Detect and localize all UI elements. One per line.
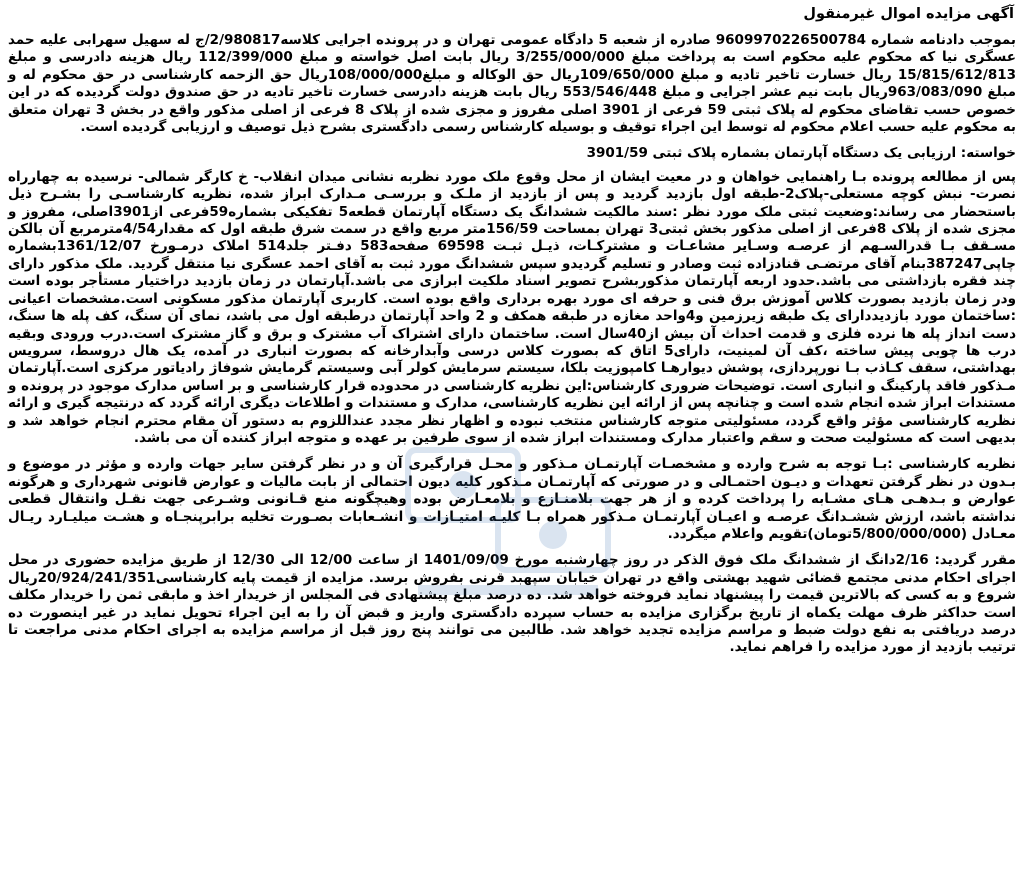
request-paragraph: خواسته: ارزیابی یک دستگاه آپارتمان بشماره پلاک ثبتی 3901/59 — [586, 145, 1016, 162]
notice-title: آگهی مزایده اموال غیرمنقول — [803, 6, 1014, 22]
judgment-paragraph: بموجب دادنامه شماره 9609970226500784 صادره از شعبه 5 دادگاه عمومی تهران و در پرونده اجرایی کلاسه2/980817/ج له سهیل سهرابی علیه حمد عسگری نیا که محکوم علیه محکوم است به پرداخت مبلغ 3/255/000/000 ریال بابت اصل خواسته و مبلغ 112/399/000 ریال هزینه دادرسی و مبلغ 15/815/612/813 ریال خسارت تاخیر تادیه و مبلغ 109/650/000ریال حق الوکاله و مبلغ108/000/000ریال حق الزحمه کارشناسی در حق محکوم له و مبلغ 963/083/090ریال بابت نیم عشر اجرایی و مبلغ 553/546/448 ریال بابت هزینه دادرسی خسارت تاخیر تادیه در حق صندوق دولت گردیده که در این خصوص حسب تقاضای محکوم له پلاک ثبتی 59 فرعی از 3901 اصلی مفروز و مجزی شده از پلاک 8 فرعی از اصلی مذکور واقع در بخش 3 تهران متعلق به محکوم علیه حسب اعلام محکوم له توسط این اجراء توقیف و بوسیله کارشناس رسمی دادگستری بشرح ذیل توصیف و ارزیابی گردیده است. — [8, 32, 1016, 136]
property-description-paragraph: پس از مطالعه پرونده بـا راهنمایی خواهان و در معیت ایشان از محل وقوع ملک مورد نظربه نشانی میدان انقلاب- خ کارگر شمالی- نرسیده به چهارراه نصرت- نبش کوچه مستعلی-پلاک2-طبقه اول بازدید گردید و پس از بازدید از ملـک و بررسـی مـدارک ابراز شده، نظریه کارشناسـی را بشـرح ذیل باستحضار می رساند:وضعیت ثبتی ملک مورد نظر :سند مالکیت ششدانگ یک دستگاه آپارتمان قطعه5 تفکیکی بشماره59فرعی از3901اصلی، مفروز و مجزی شده از پلاک 8فرعی از اصلی مذکور بخش ثبتی3 تهران بمساحت 156/59متر مربع واقع در سمت شرق طبقه اول که مقدار4/54مترمربع آن بالکن مسـقف بـا قدرالسـهم از عرصـه وسـایر مشاعـات و مشترکـات، ذیـل ثبـت 69598 صفحه583 دفـتر جلد514 املاک درمـورخ 1361/12/07بشماره چاپی387247بنام آقای مرتضـی قنادزاده ثبت وصادر و تسلیم گردیدو سپس ششدانگ مورد ثبت به آقای احمد عسگری نیا منتقل گردید. ملک مذکور دارای چند فقره بازداشتی می باشد.حدود اربعه آپارتمان مذکوربشرح تصویر اسناد ملکیت ابرازی می باشد.آپارتمان در زمان بازدید دراختیار مستأجر بوده است ودر زمان بازدید بصورت کلاس آموزش برق فنی و حرفه ای مورد بهره برداری واقع بوده است. کاربری آپارتمان مذکور مسکونی است.مشخصات اعیانی :ساختمان مورد بازدیددارای یک طبقه زیرزمین و4واحد مغازه در طبقه همکف و 2 واحد آپارتمان درطبقه اول می باشد، نمای آن سنگ، کف پله ها سنگ، دست انداز پله ها نرده فلزی و قدمت احداث آن بیش از40سال است. ساختمان دارای اشتراک آب مشترک و برق و گاز مشترک است.درب ورودی وبقیه درب ها چوبی پیش ساخته ،کف آن لمینیت، دارای5 اتاق که بصورت کلاس درسی وآبدارخانه که بصورت انباری در آمده، یک هال دروسط، سرویس بهداشتی، سقف کـاذب بـا نورپردازی، پوشش دیوارهـا کامپوزیت بلکا، سیستم سرمایش کولر آبی وسیستم گرمایش شوفاژ رادیاتور مرکزی است.آپارتمان مـذکور فاقد پارکینگ و انباری است. توضیحات ضروری کارشناس:این نظریه کارشناسی در محدوده قرار کارشناسی و بر اساس مدارک موجود در پرونده و مستندات ابراز شده انجام شده است و چنانچه پس از ارائه این نظریه کارشناسی، مدارک و مستندات و اطلاعات دیگری ارائه گردد که درنتیجه گیری و ارائه نظریه کارشناسی مؤثر واقع گردد، مسئولیتی متوجه کارشناس منتخب نبوده و اظهار نظر مجدد عنداللزوم به دستور آن مقام محترم انجام خواهد شد و بدیهی است که مسئولیت صحت و سقم واعتبار مدارک ومستندات ابراز شده از سوی طرفین بر عهده و متوجه ابراز کننده آن می باشد. — [8, 168, 1017, 446]
auction-terms-paragraph: مقرر گردید: 2/16دانگ از ششدانگ ملک فوق الذکر در روز چهارشنبه مورخ 1401/09/09 از ساعت 12/00 الی 12/30 از طریق مزایده حضوری در محل اجرای احکام مدنی مجتمع قضائی شهید بهشتی واقع در تهران خیابان سپهبد قرنی بفروش برسد. مزایده از قیمت پایه کارشناسی20/924/241/351ریال شروع و به کسی که بالاترین قیمت را پیشنهاد نماید فروخته خواهد شد. ده درصد مبلغ پیشنهادی فی المجلس از خریدار اخذ و مابقی ثمن را خریدار مکلف است حداکثر ظرف مهلت یکماه از تاریخ برگزاری مزایده به حساب سپرده دادگستری واریز و قبض آن را به این اجراء تحویل نماید در غیر اینصورت ده درصد دریافتی به نفع دولت ضبط و مراسم مزایده تجدید خواهد شد. طالبین می توانند پنج روز قبل از مراسم مزایده به اجرای احکام مدنی مراجعت تا ترتیب بازدید از مورد مزایده را فراهم نماید. — [8, 552, 1016, 656]
expert-opinion-paragraph: نظریه کارشناسی :بـا توجه به شرح وارده و مشخصـات آپارتمـان مـذکور و محـل قرارگیری آن و در نظر گرفتن سایر جهات وارده و مؤثر در موضوع و بـدون در نظر گرفتن تعهدات و دیـون احتمـالی و در صورتی که آپارتمـان مـذکور کلیه دیون احتمالی از بابت مالیات و عوارض قانونی شهرداری و هرگونه عوارض و بـدهـی هـای مشـابه را پرداخت کرده و از هر جهت بلامنـازع و بلامعـارض بوده وهیچگونه منع قـانونی وشـرعی جهت نقـل وانتقال قطعی نداشته باشد، ارزش ششـدانگ عرصـه و اعیـان آپارتمـان مـذکور همراه بـا کلیـه امتیـازات و انشـعابات بصـورت تخلیه برابرپنجـاه و هشـت میلیـارد ریـال معـادل (5/800/000/000تومان)تقویم واعلام میگردد. — [8, 456, 1016, 542]
auction-notice — [8, 4, 1016, 666]
